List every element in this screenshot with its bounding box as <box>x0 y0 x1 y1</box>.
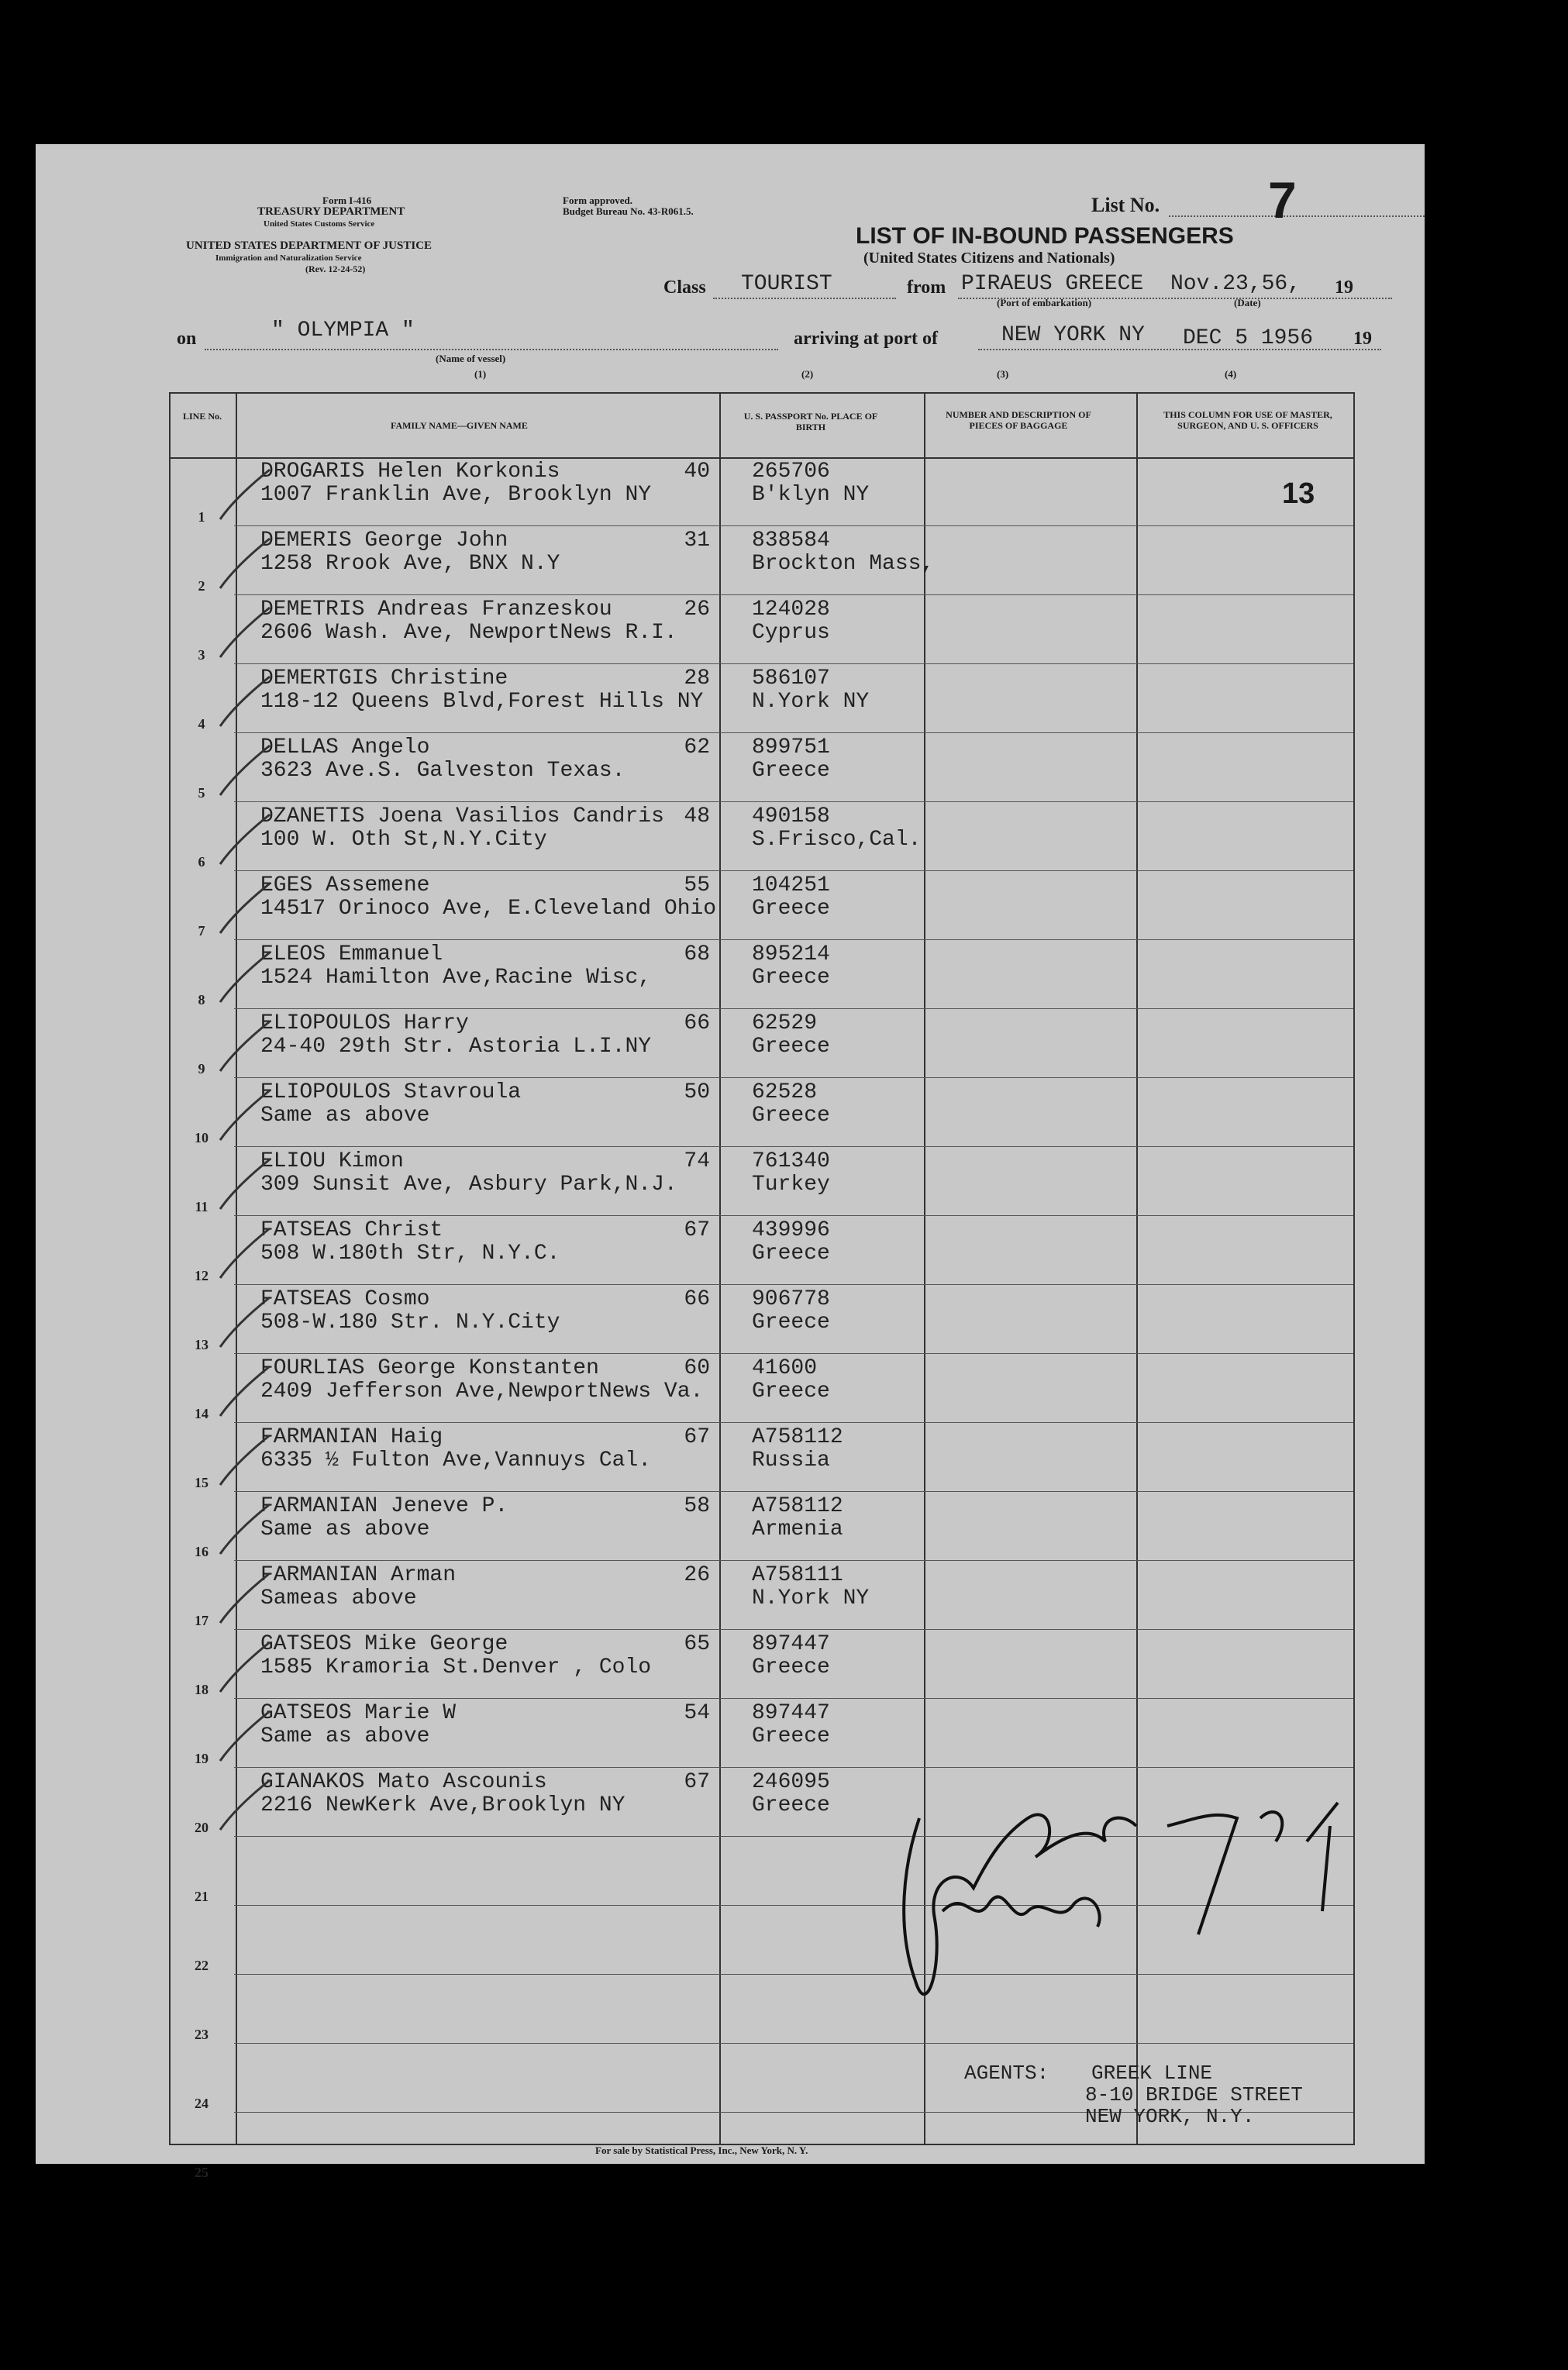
line-number: 3 <box>198 647 205 663</box>
line-number: 15 <box>195 1475 208 1490</box>
passenger-name: FARMANIAN Jeneve P. <box>260 1494 508 1518</box>
col-number-2: (2) <box>801 368 814 380</box>
place-of-birth: Brockton Mass, <box>752 552 935 576</box>
line-number: 17 <box>195 1613 208 1628</box>
passenger-age: 65 <box>684 1632 710 1656</box>
arrival-date-stamp: DEC 5 1956 <box>1183 326 1314 350</box>
line-number: 13 <box>195 1337 208 1352</box>
line-number: 10 <box>195 1130 208 1145</box>
embarkation-date: Nov.23,56, <box>1170 272 1301 296</box>
passenger-name: DEMERIS George John <box>260 529 508 553</box>
place-of-birth: Greece <box>752 1104 830 1128</box>
passport-number: 838584 <box>752 529 830 553</box>
line-number: 8 <box>198 992 205 1008</box>
check-mark-icon <box>215 1293 277 1355</box>
check-mark-icon <box>215 1224 277 1286</box>
check-mark-icon <box>215 672 277 734</box>
col-header-baggage: NUMBER AND DESCRIPTION OF PIECES OF BAGGAGE <box>946 409 1091 431</box>
place-of-birth: Greece <box>752 1724 830 1748</box>
passenger-name: FATSEAS Christ <box>260 1218 443 1242</box>
ins-label: Immigration and Naturalization Service <box>215 253 362 263</box>
form-number: Form I-416 <box>322 195 372 206</box>
passenger-address: Same as above <box>260 1104 430 1128</box>
line-number: 24 <box>195 2096 208 2111</box>
page-subtitle: (United States Citizens and Nationals) <box>863 250 1115 267</box>
passenger-age: 58 <box>684 1494 710 1518</box>
passenger-address: 1007 Franklin Ave, Brooklyn NY <box>260 483 652 507</box>
passenger-name: FARMANIAN Arman <box>260 1563 457 1587</box>
passenger-address: 1258 Rrook Ave, BNX N.Y <box>260 552 560 576</box>
passenger-name: FARMANIAN Haig <box>260 1425 443 1449</box>
passenger-name: ELIOU Kimon <box>260 1149 404 1173</box>
passenger-age: 31 <box>684 529 710 553</box>
passenger-name: DEMERTGIS Christine <box>260 667 508 691</box>
passenger-name: DELLAS Angelo <box>260 735 430 760</box>
col-header-line: LINE No. <box>182 411 222 422</box>
passenger-address: 1524 Hamilton Ave,Racine Wisc, <box>260 966 652 990</box>
table-row <box>36 1561 1425 1630</box>
treasury-label: TREASURY DEPARTMENT <box>257 205 405 218</box>
passenger-address: 2606 Wash. Ave, NewportNews R.I. <box>260 621 677 645</box>
line-number: 6 <box>198 854 205 870</box>
passport-number: A758112 <box>752 1425 843 1449</box>
passenger-address: Sameas above <box>260 1586 417 1610</box>
col-header-passport: U. S. PASSPORT No. PLACE OF BIRTH <box>743 411 878 432</box>
officer-count: 13 <box>1282 477 1315 510</box>
passport-number: 246095 <box>752 1770 830 1794</box>
table-row <box>36 940 1425 1009</box>
passenger-name: DEMETRIS Andreas Franzeskou <box>260 598 612 622</box>
col-header-officers: THIS COLUMN FOR USE OF MASTER, SURGEON, AND U. S. OFFICERS <box>1163 409 1332 431</box>
check-mark-icon <box>215 1155 277 1217</box>
passenger-name: DROGARIS Helen Korkonis <box>260 460 560 484</box>
place-of-birth: Greece <box>752 1380 830 1404</box>
place-of-birth: Greece <box>752 897 830 921</box>
passenger-age: 28 <box>684 667 710 691</box>
passenger-name: DZANETIS Joena Vasilios Candris <box>260 804 664 828</box>
line-number: 1 <box>198 509 205 525</box>
passport-number: 586107 <box>752 667 830 691</box>
line-number: 2 <box>198 578 205 594</box>
check-mark-icon <box>215 1776 277 1838</box>
passenger-name: GATSEOS Mike George <box>260 1632 508 1656</box>
col-number-3: (3) <box>997 368 1009 380</box>
passport-number: 124028 <box>752 598 830 622</box>
col-header-name: FAMILY NAME—GIVEN NAME <box>391 420 528 431</box>
check-mark-icon <box>215 1638 277 1700</box>
table-row <box>36 1423 1425 1492</box>
passport-number: 895214 <box>752 942 830 966</box>
line-number: 19 <box>195 1751 208 1766</box>
date-caption: (Date) <box>1234 297 1261 308</box>
line-number: 23 <box>195 2027 208 2042</box>
passenger-address: 309 Sunsit Ave, Asbury Park,N.J. <box>260 1173 677 1197</box>
arriving-label: arriving at port of <box>794 329 938 349</box>
passport-number: 899751 <box>752 735 830 760</box>
line-number: 11 <box>195 1199 208 1214</box>
agents-line-1: GREEK LINE <box>1091 2062 1213 2085</box>
passport-number: 906778 <box>752 1287 830 1311</box>
passport-number: 490158 <box>752 804 830 828</box>
line-number: 20 <box>195 1820 208 1835</box>
passenger-age: 55 <box>684 873 710 897</box>
agents-line-2: 8-10 BRIDGE STREET <box>1085 2083 1303 2106</box>
passenger-name: ELEOS Emmanuel <box>260 942 443 966</box>
list-no-value: 7 <box>1268 171 1297 229</box>
passenger-address: 100 W. Oth St,N.Y.City <box>260 828 547 852</box>
table-row <box>36 1285 1425 1354</box>
place-of-birth: B'klyn NY <box>752 483 870 507</box>
passenger-address: 2216 NewKerk Ave,Brooklyn NY <box>260 1793 625 1817</box>
check-mark-icon <box>215 465 277 527</box>
passenger-address: Same as above <box>260 1724 430 1748</box>
passport-number: 265706 <box>752 460 830 484</box>
col-number-4: (4) <box>1225 368 1237 380</box>
justice-label: UNITED STATES DEPARTMENT OF JUSTICE <box>186 239 432 252</box>
arrival-port: NEW YORK NY <box>1001 323 1145 347</box>
table-row <box>36 1147 1425 1216</box>
passenger-name: FATSEAS Cosmo <box>260 1287 430 1311</box>
passenger-age: 26 <box>684 598 710 622</box>
line-number: 22 <box>195 1958 208 1973</box>
passenger-age: 40 <box>684 460 710 484</box>
col-number-1: (1) <box>474 368 487 380</box>
table-row <box>36 871 1425 940</box>
passenger-age: 26 <box>684 1563 710 1587</box>
passport-number: 104251 <box>752 873 830 897</box>
place-of-birth: N.York NY <box>752 1586 870 1610</box>
table-row <box>36 595 1425 664</box>
passport-number: 897447 <box>752 1701 830 1725</box>
passenger-address: 24-40 29th Str. Astoria L.I.NY <box>260 1035 652 1059</box>
arrival-year-prefix: 19 <box>1353 329 1372 349</box>
passenger-list-sheet <box>36 144 1425 2180</box>
passenger-age: 66 <box>684 1287 710 1311</box>
vessel-caption: (Name of vessel) <box>436 353 506 364</box>
passenger-age: 67 <box>684 1218 710 1242</box>
footer-note: For sale by Statistical Press, Inc., New York, N. Y. <box>595 2144 808 2156</box>
class-value: TOURIST <box>741 272 832 296</box>
passenger-age: 62 <box>684 735 710 760</box>
passenger-name: ELIOPOULOS Stavroula <box>260 1080 522 1104</box>
passport-number: 897447 <box>752 1632 830 1656</box>
check-mark-icon <box>215 534 277 596</box>
passport-number: 761340 <box>752 1149 830 1173</box>
vessel-name: " OLYMPIA " <box>271 319 415 343</box>
passenger-address: 1585 Kramoria St.Denver , Colo <box>260 1655 652 1679</box>
place-of-birth: Russia <box>752 1449 830 1473</box>
passenger-address: Same as above <box>260 1517 430 1542</box>
place-of-birth: Greece <box>752 1242 830 1266</box>
line-number: 7 <box>198 923 205 939</box>
on-label: on <box>177 329 197 349</box>
passenger-age: 67 <box>684 1770 710 1794</box>
passenger-age: 54 <box>684 1701 710 1725</box>
list-no-label: List No. <box>1091 194 1160 216</box>
table-row <box>36 1009 1425 1078</box>
agents-label: AGENTS: <box>964 2062 1049 2085</box>
place-of-birth: Cyprus <box>752 621 830 645</box>
place-of-birth: Greece <box>752 966 830 990</box>
table-row <box>36 526 1425 595</box>
line-number: 16 <box>195 1544 208 1559</box>
passenger-address: 508 W.180th Str, N.Y.C. <box>260 1242 560 1266</box>
rev-label: (Rev. 12-24-52) <box>305 264 366 274</box>
check-mark-icon <box>215 1362 277 1424</box>
passenger-name: ELIOPOULOS Harry <box>260 1011 469 1035</box>
line-number: 9 <box>198 1061 205 1076</box>
check-mark-icon <box>215 810 277 872</box>
table-row <box>36 733 1425 802</box>
table-row <box>36 457 1425 526</box>
table-row <box>36 1699 1425 1768</box>
date-year-prefix: 19 <box>1335 277 1353 298</box>
table-row <box>36 1354 1425 1423</box>
table-row <box>36 664 1425 733</box>
passenger-name: EGES Assemene <box>260 873 430 897</box>
check-mark-icon <box>215 1569 277 1631</box>
line-number: 4 <box>198 716 205 732</box>
passenger-age: 48 <box>684 804 710 828</box>
passenger-address: 6335 ½ Fulton Ave,Vannuys Cal. <box>260 1449 652 1473</box>
place-of-birth: Turkey <box>752 1173 830 1197</box>
table-row <box>36 1630 1425 1699</box>
passenger-age: 66 <box>684 1011 710 1035</box>
check-mark-icon <box>215 1086 277 1148</box>
class-label: Class <box>663 277 706 298</box>
line-number: 18 <box>195 1682 208 1697</box>
passenger-address: 118-12 Queens Blvd,Forest Hills NY <box>260 690 704 714</box>
passenger-name: GATSEOS Marie W <box>260 1701 457 1725</box>
passenger-age: 60 <box>684 1356 710 1380</box>
passenger-name: GIANAKOS Mato Ascounis <box>260 1770 547 1794</box>
line-number: 14 <box>195 1406 208 1421</box>
passenger-address: 14517 Orinoco Ave, E.Cleveland Ohio <box>260 897 717 921</box>
passport-number: 439996 <box>752 1218 830 1242</box>
passenger-age: 67 <box>684 1425 710 1449</box>
passport-number: A758111 <box>752 1563 843 1587</box>
passenger-address: 508-W.180 Str. N.Y.City <box>260 1311 560 1335</box>
place-of-birth: S.Frisco,Cal. <box>752 828 922 852</box>
check-mark-icon <box>215 1431 277 1493</box>
place-of-birth: N.York NY <box>752 690 870 714</box>
agents-line-3: NEW YORK, N.Y. <box>1085 2105 1255 2128</box>
check-mark-icon <box>215 603 277 665</box>
table-row <box>36 1216 1425 1285</box>
place-of-birth: Greece <box>752 1655 830 1679</box>
table-row <box>36 802 1425 871</box>
port-caption: (Port of embarkation) <box>997 297 1092 308</box>
line-number: 25 <box>195 2165 208 2180</box>
passenger-name: FOURLIAS George Konstanten <box>260 1356 599 1380</box>
from-label: from <box>907 277 946 298</box>
form-approved: Form approved. <box>563 195 633 206</box>
place-of-birth: Greece <box>752 1035 830 1059</box>
check-mark-icon <box>215 1500 277 1562</box>
officer-signatures <box>873 1772 1353 2066</box>
line-number: 21 <box>195 1889 208 1904</box>
passenger-age: 74 <box>684 1149 710 1173</box>
line-number: 5 <box>198 785 205 801</box>
table-row <box>36 1492 1425 1561</box>
table-row <box>36 1078 1425 1147</box>
budget-bureau: Budget Bureau No. 43-R061.5. <box>563 205 694 217</box>
page-title: LIST OF IN-BOUND PASSENGERS <box>856 223 1234 249</box>
passenger-age: 50 <box>684 1080 710 1104</box>
check-mark-icon <box>215 948 277 1010</box>
passenger-address: 2409 Jefferson Ave,NewportNews Va. <box>260 1380 704 1404</box>
passenger-address: 3623 Ave.S. Galveston Texas. <box>260 759 625 783</box>
check-mark-icon <box>215 879 277 941</box>
passport-number: A758112 <box>752 1494 843 1518</box>
check-mark-icon <box>215 1017 277 1079</box>
port-of-embarkation: PIRAEUS GREECE <box>961 272 1144 296</box>
place-of-birth: Greece <box>752 1793 830 1817</box>
check-mark-icon <box>215 1707 277 1769</box>
customs-label: United States Customs Service <box>264 219 375 229</box>
passport-number: 62529 <box>752 1011 818 1035</box>
passenger-age: 68 <box>684 942 710 966</box>
place-of-birth: Greece <box>752 759 830 783</box>
check-mark-icon <box>215 741 277 803</box>
line-number: 12 <box>195 1268 208 1283</box>
place-of-birth: Greece <box>752 1311 830 1335</box>
passport-number: 41600 <box>752 1356 818 1380</box>
place-of-birth: Armenia <box>752 1517 843 1542</box>
passport-number: 62528 <box>752 1080 818 1104</box>
